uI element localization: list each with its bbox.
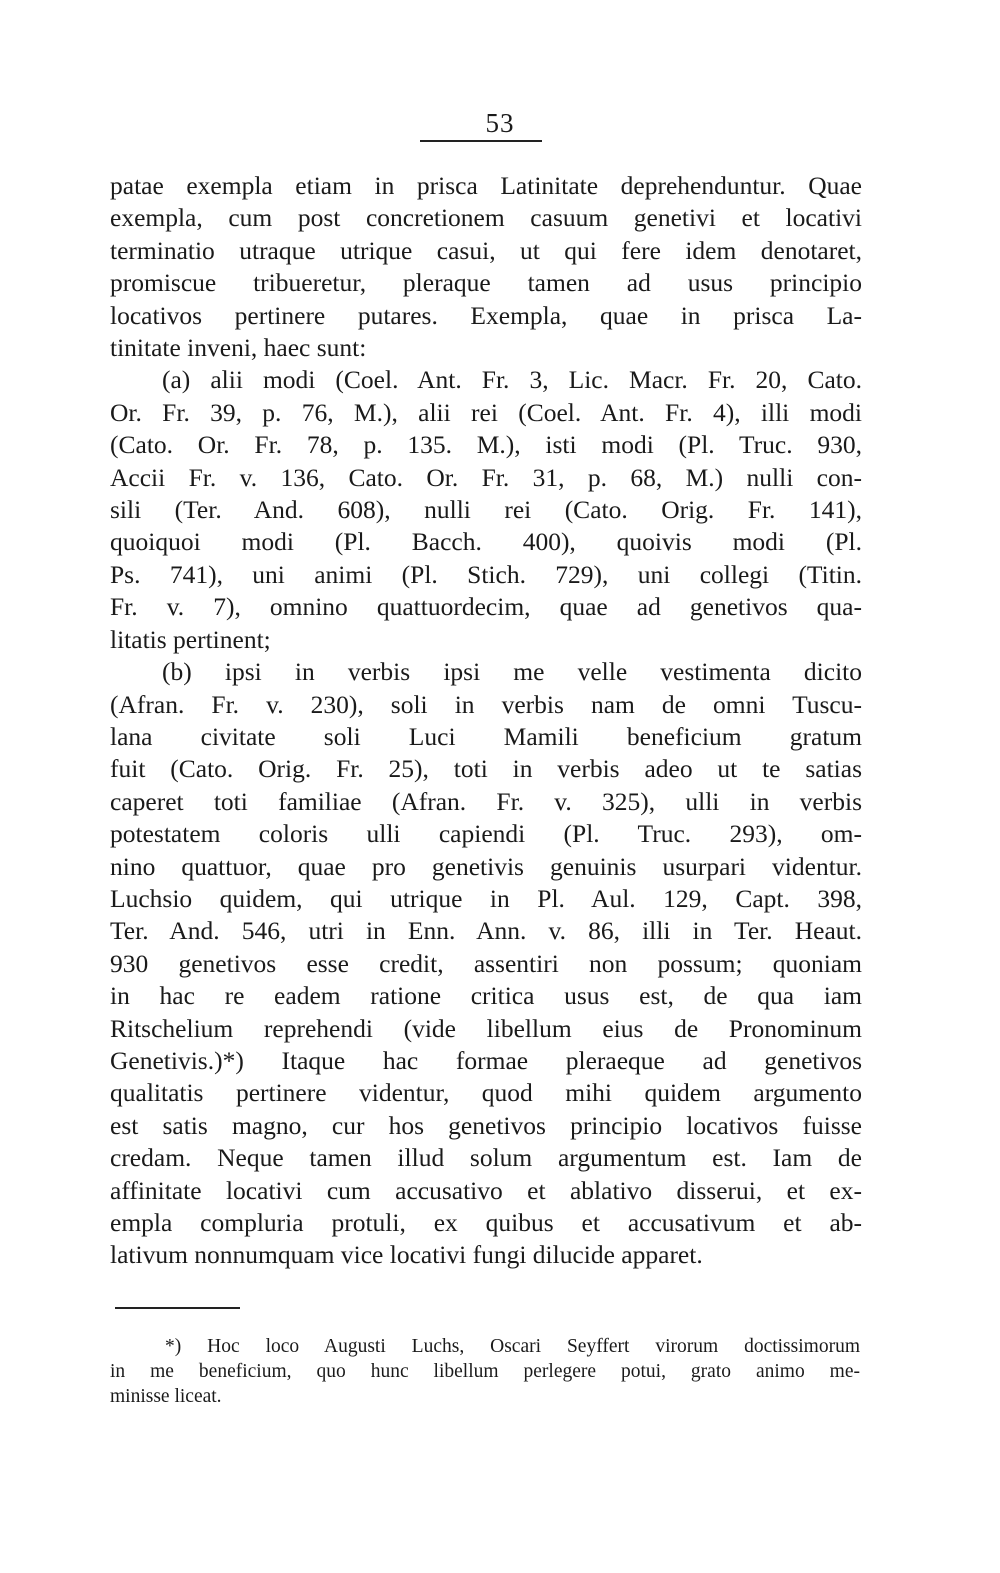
footnote-line: minisse liceat. (110, 1386, 222, 1407)
text-line: tinitate inveni, haec sunt: (110, 333, 367, 363)
text-line: lativum nonnumquam vice locativi fungi dilucide apparet. (110, 1240, 703, 1270)
text-line: (a) alii modi (Coel. Ant. Fr. 3, Lic. Macr. Fr. 20, Cato. (162, 365, 862, 395)
text-line: litatis pertinent; (110, 624, 271, 654)
text-line: sili (Ter. And. 608), nulli rei (Cato. Orig. Fr. 141), (110, 495, 862, 525)
text-line: empla compluria protuli, ex quibus et accusativum et ab- (110, 1208, 862, 1237)
text-line: promiscue tribueretur, pleraque tamen ad usus principio (110, 268, 862, 298)
footnote-rule (115, 1307, 240, 1309)
text-line: exempla, cum post concretionem casuum genetivi et locativi (110, 203, 862, 233)
text-line: Fr. v. 7), omnino quattuordecim, quae ad genetivos qua- (110, 592, 862, 622)
page-number: 53 (485, 108, 515, 138)
body-text (110, 170, 862, 1272)
text-line: 930 genetivos esse credit, assentiri non possum; quoniam (110, 948, 862, 978)
text-line: Luchsio quidem, qui utrique in Pl. Aul. 129, Capt. 398, (110, 883, 862, 913)
text-line: (Cato. Or. Fr. 78, p. 135. M.), isti modi (Pl. Truc. 930, (110, 430, 862, 460)
text-line: quoiquoi modi (Pl. Bacch. 400), quoivis modi (Pl. (110, 527, 862, 557)
text-line: (Afran. Fr. v. 230), soli in verbis nam de omni Tuscu- (110, 689, 862, 719)
text-line: affinitate locativi cum accusativo et ablativo disserui, et ex- (110, 1175, 862, 1205)
text-line: Or. Fr. 39, p. 76, M.), alii rei (Coel. Ant. Fr. 4), illi modi (110, 397, 862, 427)
text-line: Ter. And. 546, utri in Enn. Ann. v. 86, illi in Ter. Heaut. (110, 916, 862, 946)
text-line: Genetivis.)*) Itaque hac formae pleraeque ad genetivos (110, 1045, 862, 1075)
text-line: locativos pertinere putares. Exempla, quae in prisca La- (110, 300, 862, 330)
footnote (110, 1334, 860, 1409)
text-line: caperet toti familiae (Afran. Fr. v. 325), ulli in verbis (110, 786, 862, 816)
text-line: Ps. 741), uni animi (Pl. Stich. 729), uni collegi (Titin. (110, 559, 862, 589)
text-line: in hac re eadem ratione critica usus est, de qua iam (110, 981, 862, 1011)
header-rule (420, 140, 542, 142)
text-line: qualitatis pertinere videntur, quod mihi quidem argumento (110, 1078, 862, 1108)
text-line: nino quattuor, quae pro genetivis genuinis usurpari videntur. (110, 851, 862, 881)
text-line: fuit (Cato. Orig. Fr. 25), toti in verbis adeo ut te satias (110, 754, 862, 784)
text-line: Ritschelium reprehendi (vide libellum eius de Pronominum (110, 1013, 862, 1043)
text-line: est satis magno, cur hos genetivos principio locativos fuisse (110, 1110, 862, 1140)
text-line: (b) ipsi in verbis ipsi me velle vestimenta dicito (162, 657, 862, 687)
footnote-line: in me beneficium, quo hunc libellum perlegere potui, grato animo me- (110, 1361, 860, 1382)
text-line: potestatem coloris ulli capiendi (Pl. Truc. 293), om- (110, 819, 862, 849)
footnote-line: *) Hoc loco Augusti Luchs, Oscari Seyffert virorum doctissimorum (165, 1336, 860, 1357)
text-line: patae exempla etiam in prisca Latinitate deprehenduntur. Quae (110, 171, 862, 200)
text-line: credam. Neque tamen illud solum argumentum est. Iam de (110, 1143, 862, 1173)
text-line: lana civitate soli Luci Mamili beneficium gratum (110, 721, 862, 751)
text-line: Accii Fr. v. 136, Cato. Or. Fr. 31, p. 68, M.) nulli con- (110, 462, 862, 492)
text-line: terminatio utraque utrique casui, ut qui fere idem denotaret, (110, 235, 862, 265)
